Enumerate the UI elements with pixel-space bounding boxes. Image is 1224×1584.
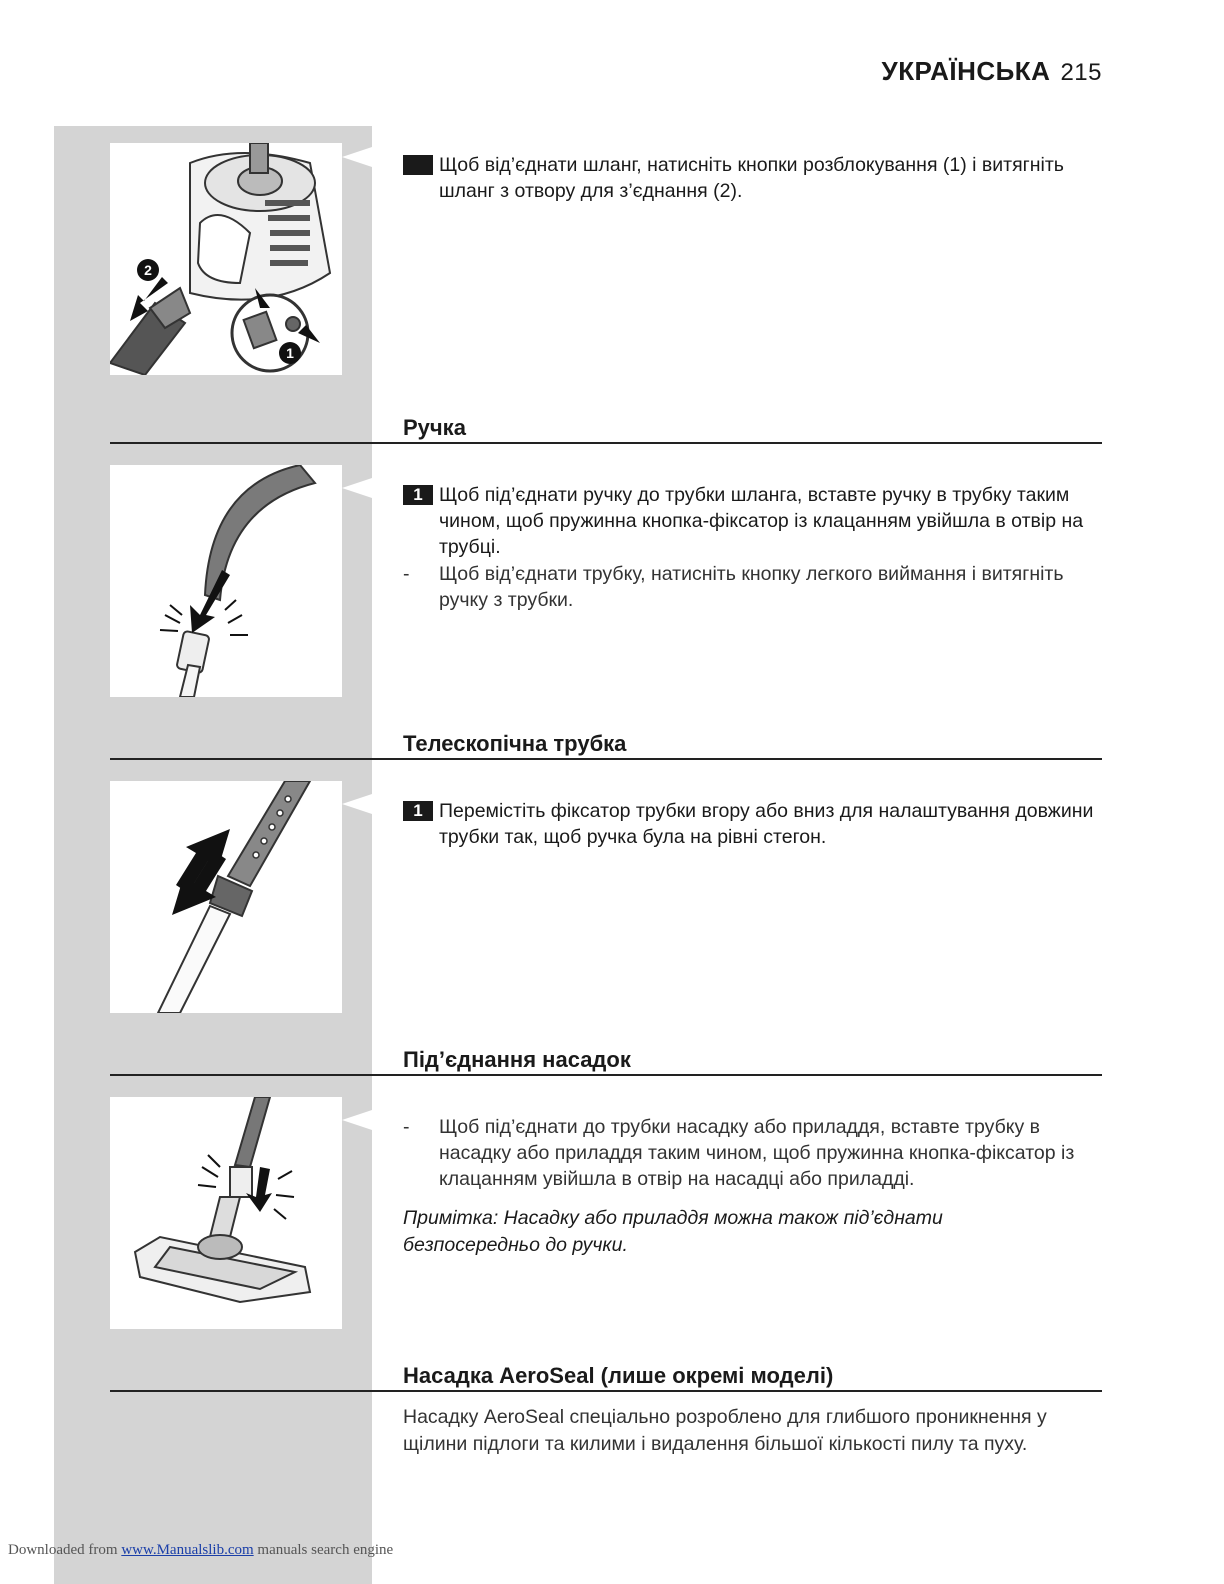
section-title-tube: Телескопічна трубка [403,731,627,756]
step-hose-detach [403,152,1103,204]
step-number: 1 [403,485,433,505]
figure-pointer [342,147,372,167]
section-divider [110,442,1102,444]
step-tube-adjust [403,798,1103,850]
step-number: 1 [403,801,433,821]
section-title-nozzle: Під’єднання насадок [403,1047,631,1072]
note-text: Примітка: Насадку або приладдя можна також під’єднати безпосередньо до ручки. [403,1207,943,1256]
figure-pointer [342,794,372,814]
step-handle-attach [403,482,1103,560]
figure-telescopic-tube [110,781,342,1013]
figure-pointer [342,1110,372,1130]
bullet-dash: - [403,563,410,585]
section-divider [110,1074,1102,1076]
section-divider [110,1390,1102,1392]
footer-link[interactable]: www.Manualslib.com [121,1542,254,1558]
bullet-text: Щоб від’єднати трубку, натисніть кнопку легкого виймання і витягніть ручку з трубки. [439,563,1064,611]
footer-prefix: Downloaded from [8,1542,118,1558]
figure-pointer [342,478,372,498]
figure-handle [110,465,342,697]
bullet-nozzle-attach [403,1114,1103,1192]
page-number: 215 [1060,59,1102,86]
step-badge [403,155,433,175]
step-text: Щоб від’єднати шланг, натисніть кнопки розблокування (1) і витягніть шланг з отвору для з’єднання (2). [439,154,1064,202]
aeroseal-paragraph: Насадку AeroSeal спеціально розроблено для глибшого проникнення у щілини підлоги та килими і видалення більшої кількості пилу та пуху. [403,1406,1047,1455]
figure-nozzle-attach [110,1097,342,1329]
step-text: Щоб під’єднати ручку до трубки шланга, вставте ручку в трубку таким чином, щоб пружинна кнопка-фіксатор із клацанням увійшла в отвір на трубці. [439,484,1084,558]
step-text: Перемістіть фіксатор трубки вгору або вниз для налаштування довжини трубки так, щоб ручка була на рівні стегон. [439,800,1094,848]
section-title-aeroseal: Насадка AeroSeal (лише окремі моделі) [403,1363,834,1388]
bullet-text: Щоб під’єднати до трубки насадку або приладдя, вставте трубку в насадку або приладдя таким чином, щоб пружинна кнопка-фіксатор із клацанням увійшла в отвір на насадці або приладді. [439,1116,1075,1190]
page-header [882,56,1102,87]
figure-label-1: 1 [286,345,294,361]
footer [8,1542,393,1559]
footer-suffix: manuals search engine [257,1542,394,1558]
section-title-handle: Ручка [403,415,466,440]
bullet-dash: - [403,1116,410,1138]
figure-label-2: 2 [144,262,152,278]
section-divider [110,758,1102,760]
figure-hose-detach [110,143,342,375]
bullet-handle-detach [403,561,1103,613]
language-title: УКРАЇНСЬКА [881,56,1051,86]
